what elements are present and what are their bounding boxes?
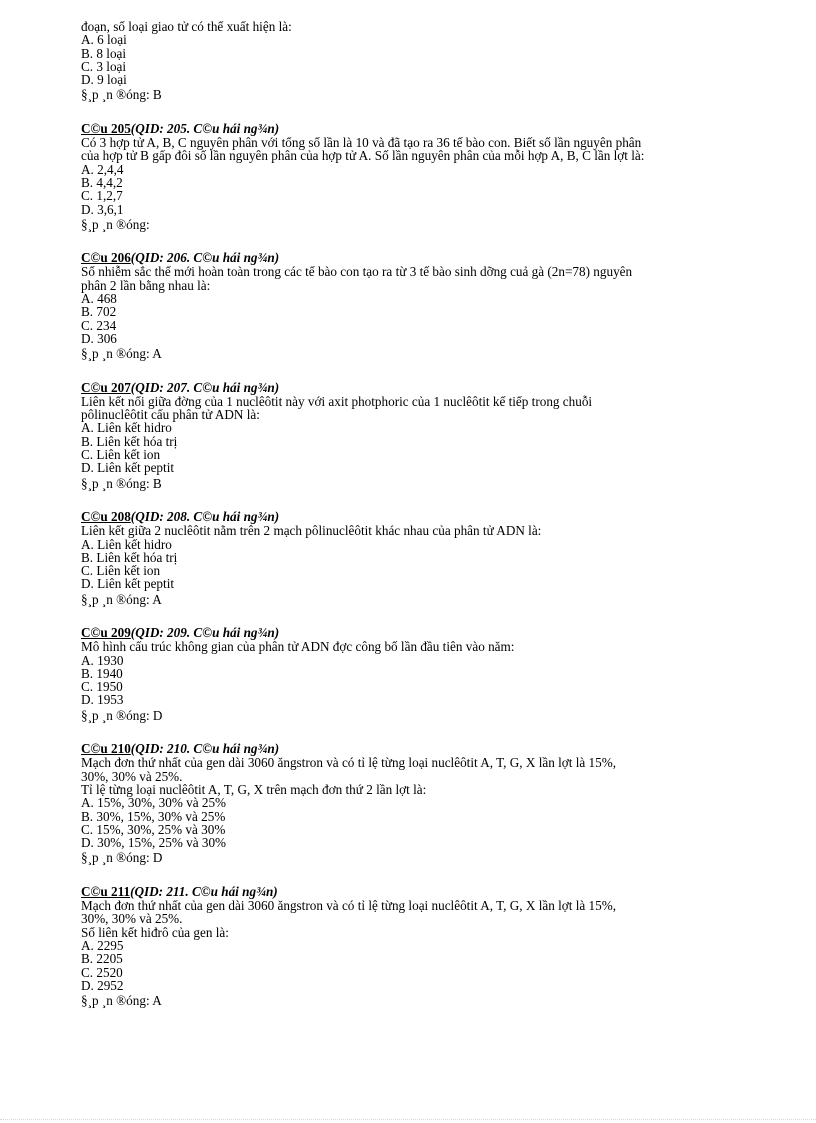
question-label: C©u 211 — [81, 883, 131, 899]
question-heading — [81, 626, 771, 639]
answer-line: §¸p ¸n ®óng: A — [81, 591, 162, 607]
question-210 — [81, 742, 771, 865]
option-b: B. 1940 — [81, 665, 123, 681]
option-a: A. 2295 — [81, 937, 124, 953]
answer-line: §¸p ¸n ®óng: — [81, 216, 150, 232]
option-a: A. 15%, 30%, 30% và 25% — [81, 795, 227, 811]
question-205 — [81, 122, 771, 231]
question-qid: (QID: 207. C©u hái ng¾n) — [130, 379, 280, 395]
answer-line: §¸p ¸n ®óng: A — [81, 346, 162, 362]
intro-block — [81, 20, 771, 102]
question-stem-line: Mạch đơn thứ nhất của gen dài 3060 ăngstron và có tỉ lệ từng loại nuclêôtit A, T, G, X lần lợt là 15%, — [81, 755, 616, 771]
question-label: C©u 208 — [81, 508, 131, 524]
answer-line: §¸p ¸n ®óng: D — [81, 850, 163, 866]
option-c: C. 234 — [81, 317, 117, 333]
question-stem-line: Mô hình cấu trúc không gian của phân tử ADN đợc công bố lần đầu tiên vào năm: — [81, 639, 515, 655]
question-heading — [81, 381, 771, 394]
option-d: D. 3,6,1 — [81, 201, 124, 217]
intro-stem-line: đoạn, số loại giao tử có thể xuất hiện là: — [81, 19, 292, 34]
option-c: C. 2520 — [81, 964, 123, 980]
question-label: C©u 205 — [81, 120, 131, 136]
option-c: C. Liên kết ion — [81, 563, 161, 579]
option-a: A. 6 loại — [81, 32, 127, 48]
question-stem-line: Tỉ lệ từng loại nuclêôtit A, T, G, X trên mạch đơn thứ 2 lần lợt là: — [81, 781, 427, 797]
option-d: D. 9 loại — [81, 72, 127, 88]
option-c: C. 3 loại — [81, 58, 127, 74]
question-qid: (QID: 209. C©u hái ng¾n) — [130, 624, 280, 640]
question-heading — [81, 885, 771, 898]
answer-line: §¸p ¸n ®óng: A — [81, 993, 162, 1009]
question-stem-line: của hợp tử B gấp đôi số lần nguyên phân của hợp tử A. Số lần nguyên phân của mỗi hợp A, B, C lần lợt là: — [81, 148, 645, 164]
option-c: C. 1950 — [81, 679, 123, 695]
option-b: B. 2205 — [81, 951, 123, 967]
question-label: C©u 209 — [81, 624, 131, 640]
option-d: D. Liên kết peptit — [81, 576, 175, 592]
question-stem-line: 30%, 30% và 25%. — [81, 911, 183, 927]
question-stem-line: Số liên kết hiđrô của gen là: — [81, 924, 229, 940]
answer-line: §¸p ¸n ®óng: D — [81, 707, 163, 723]
option-b: B. Liên kết hóa trị — [81, 433, 178, 449]
document-page — [81, 20, 771, 1007]
question-heading — [81, 122, 771, 135]
option-d: D. Liên kết peptit — [81, 460, 175, 476]
question-209 — [81, 626, 771, 722]
question-heading — [81, 251, 771, 264]
question-qid: (QID: 210. C©u hái ng¾n) — [130, 741, 280, 757]
question-heading — [81, 510, 771, 523]
option-a: A. Liên kết hidro — [81, 536, 172, 552]
question-qid: (QID: 211. C©u hái ng¾n) — [130, 883, 278, 899]
question-206 — [81, 251, 771, 360]
question-label: C©u 207 — [81, 379, 131, 395]
question-stem-line: Liên kết nối giữa đờng của 1 nuclêôtit này với axit photphoric của 1 nuclêôtit kế tiếp trong chuỗi — [81, 393, 593, 409]
option-d: D. 1953 — [81, 692, 124, 708]
question-211 — [81, 885, 771, 1008]
option-b: B. 702 — [81, 304, 117, 320]
question-stem-line: phân 2 lần bằng nhau là: — [81, 277, 211, 293]
option-a: A. 1930 — [81, 652, 124, 668]
question-qid: (QID: 206. C©u hái ng¾n) — [130, 250, 280, 266]
option-b: B. 8 loại — [81, 45, 127, 61]
option-b: B. 4,4,2 — [81, 174, 123, 190]
option-d: D. 2952 — [81, 977, 124, 993]
option-b: B. 30%, 15%, 30% và 25% — [81, 808, 226, 824]
page-bottom-divider — [0, 1119, 816, 1120]
question-stem-line: Mạch đơn thứ nhất của gen dài 3060 ăngstron và có tỉ lệ từng loại nuclêôtit A, T, G, X lần lợt là 15%, — [81, 898, 616, 914]
question-207 — [81, 381, 771, 490]
question-stem-line: Số nhiễm sắc thể mới hoàn toàn trong các tế bào con tạo ra từ 3 tế bào sinh dỡng cuả gà (2n=78) nguyên — [81, 264, 633, 280]
question-stem-line: Liên kết giữa 2 nuclêôtit nằm trên 2 mạch pôlinuclêôtit khác nhau của phân tử ADN là: — [81, 523, 542, 539]
question-qid: (QID: 208. C©u hái ng¾n) — [130, 508, 280, 524]
option-c: C. 15%, 30%, 25% và 30% — [81, 821, 226, 837]
question-qid: (QID: 205. C©u hái ng¾n) — [130, 120, 280, 136]
option-d: D. 306 — [81, 330, 117, 346]
answer-line: §¸p ¸n ®óng: B — [81, 475, 162, 491]
option-a: A. Liên kết hidro — [81, 420, 172, 436]
question-stem-line: pôlinuclêôtit cấu phân tử ADN là: — [81, 407, 260, 423]
option-c: C. 1,2,7 — [81, 188, 123, 204]
question-label: C©u 210 — [81, 741, 131, 757]
question-stem-line: Có 3 hợp tử A, B, C nguyên phân với tổng số lần là 10 và đã tạo ra 36 tế bào con. Biết số lần nguyên phân — [81, 135, 642, 151]
question-heading — [81, 742, 771, 755]
question-stem-line: 30%, 30% và 25%. — [81, 768, 183, 784]
question-label: C©u 206 — [81, 250, 131, 266]
option-b: B. Liên kết hóa trị — [81, 549, 178, 565]
option-a: A. 468 — [81, 291, 117, 307]
option-a: A. 2,4,4 — [81, 161, 124, 177]
answer-line: §¸p ¸n ®óng: B — [81, 87, 162, 103]
question-208 — [81, 510, 771, 606]
option-c: C. Liên kết ion — [81, 447, 161, 463]
option-d: D. 30%, 15%, 25% và 30% — [81, 835, 227, 851]
